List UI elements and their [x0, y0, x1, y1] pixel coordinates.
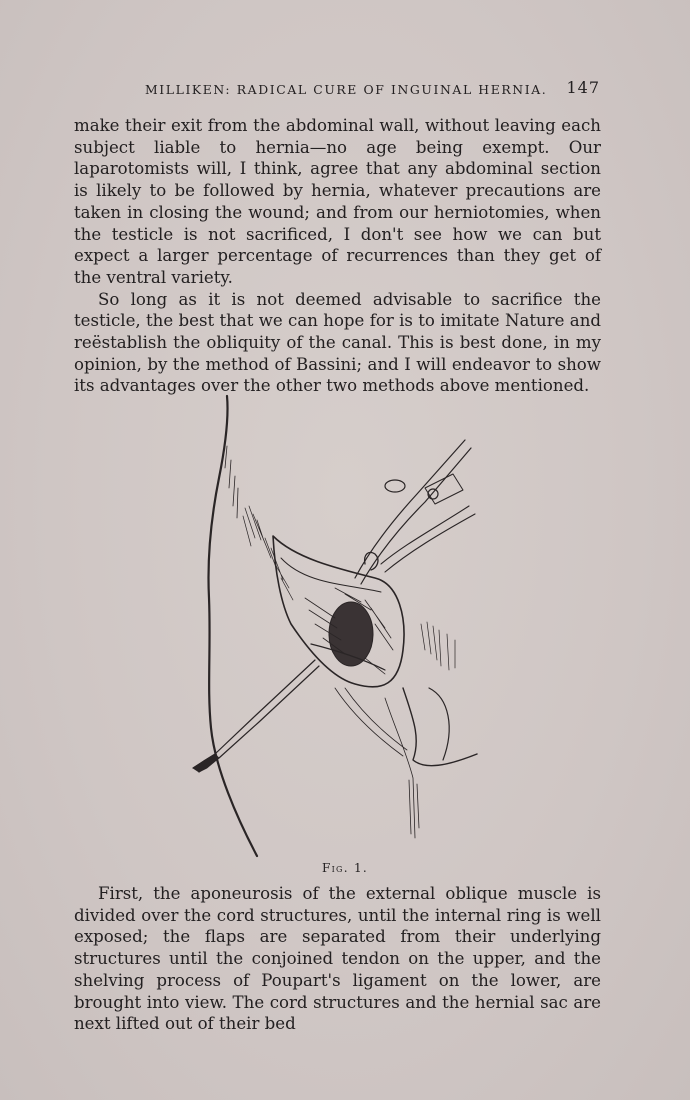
retractor-ring-icon: [428, 489, 438, 499]
paragraph-continued: make their exit from the abdominal wall, without leaving each subject liable to hernia—no age being exempt. Our laparotomists will, I think, agree that any abdominal section is likely to be followed by hernia, whatever precautions are taken in closing the wound; and from our herniotomies, when the testicle is not sacrificed, I don't see how we can but expect a larger percentage of recurrences than they get of the ventral variety.: [74, 116, 601, 287]
director-handle: [193, 754, 219, 772]
retractor-handle-eye: [385, 480, 405, 492]
body-contour-line: [208, 396, 257, 856]
body-contour-ticks: [225, 446, 238, 518]
penis-outline: [429, 688, 449, 760]
lower-skin-lines: [335, 688, 419, 838]
page-number: 147: [566, 78, 600, 97]
grooved-director: [193, 660, 319, 772]
forceps-right: [381, 506, 475, 572]
running-title: MILLIKEN: RADICAL CURE OF INGUINAL HERNIA.: [145, 82, 548, 97]
surgical-illustration: [185, 388, 495, 863]
running-head: [145, 80, 600, 100]
skin-hatching-upper: [243, 506, 293, 600]
skin-hatching-right: [421, 622, 455, 670]
paragraph-procedure: First, the aponeurosis of the external oblique muscle is divided over the cord structures, until the internal ring is well exposed; the flaps are separated from their underlying structures until the conjoined tendon on the upper, and the shelving process of Poupart's ligament on the lower, are brought into view. The cord structures and the hernial sac are next lifted out of their bed: [74, 884, 601, 1034]
text-block-top: [74, 115, 601, 397]
paragraph-bassini: So long as it is not deemed advisable to sacrifice the testicle, the best that we can hope for is to imitate Nature and reëstablish the obliquity of the canal. This is best done, in my opinion, by the method of Bassini; and I will endeavor to show its advantages over the other two methods above mentioned.: [74, 289, 601, 396]
text-block-bottom: [74, 883, 601, 1035]
retractor-upper: [355, 440, 471, 584]
figure-caption: Fig. 1.: [321, 861, 369, 875]
scrotum-outline: [403, 688, 477, 766]
